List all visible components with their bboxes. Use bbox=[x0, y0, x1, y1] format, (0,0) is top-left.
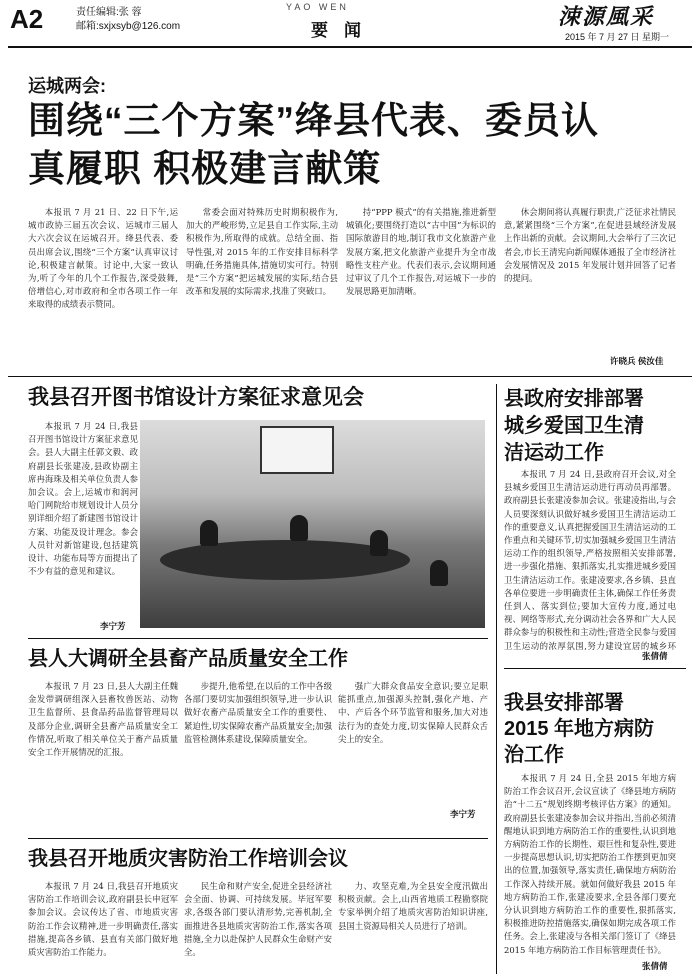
livestock-column-2 bbox=[184, 680, 332, 830]
geo-title: 我县召开地质灾害防治工作培训会议 bbox=[28, 848, 348, 870]
editor-info bbox=[76, 6, 180, 34]
projection-screen bbox=[260, 426, 334, 474]
lead-column-1 bbox=[28, 206, 178, 368]
issue-date: 2015 年 7 月 27 日 星期一 bbox=[565, 32, 670, 42]
lead-headline-line1: 围绕“三个方案”绛县代表、委员认 bbox=[28, 100, 599, 141]
sanitation-body-text: 本报讯 7 月 24 日,县政府召开会议,对全县城乡爱国卫生清洁运动进行再动员再部署。政府副县长张建凌参加会议。张建凌指出,与会人员要深刻认识做好城乡爱国卫生清洁运动工作的重要意义,认真把握爱国卫生清洁运动的工作重点和关键环节,切实加强城乡爱国卫生清洁运动工作的组织领导,严格按照相关安排部署,进一步强化措施、狠抓落实,扎实推进城乡爱国卫生清洁运动工作。张建凌要求,各乡镇、县直各单位要进一步明确责任主体,确保工作任务责任到人、落实到位;要加大宣传力度,通过电视、网络等形式,充分调动社会各界和广大人民群众参与的积极性和主动性;营造全民参与爱国卫生运动的浓厚氛围,努力建设宜居的城乡环 bbox=[504, 469, 676, 651]
livestock-col2-text: 步提升,他希望,在以后的工作中各级各部门要切实加强组织领导,进一步认识做好农畜产品质量安全工作的重要性、紧迫性,切实保障农畜产品质量安全;加强监管检测体系建设,保障质量安全。 bbox=[184, 681, 332, 744]
lead-column-3 bbox=[346, 206, 496, 368]
livestock-column-3 bbox=[338, 680, 488, 800]
lead-col1-text: 本报讯 7 月 21 日、22 日下午,运城市政协三届五次会议、运城市三届人大六次会议在运城召开。绛县代表、委员出席会议,围绕“三个方案”认真审议讨论,积极建言献策。讨论中,大家一致认为,听了今年的几个工作报告,深受鼓舞,倍增信心,对市政府和全市各项工作一年来取得的成绩表示赞同。 bbox=[28, 207, 178, 310]
lead-column-4 bbox=[504, 206, 676, 356]
library-title: 我县召开图书馆设计方案征求意见会 bbox=[28, 386, 364, 409]
disease-byline: 张倩倩 bbox=[642, 961, 668, 971]
geo-col2-text: 民生命和财产安全,促进全县经济社会全面、协调、可持续发展。毕冠军要求,各级各部门要认清形势,完善机制,全面推进各县地质灾害防治工作,落实各项措施,全力以赴保护人民群众生命财产安全。 bbox=[184, 881, 332, 958]
disease-title-line1: 我县安排部署 bbox=[504, 692, 624, 714]
lead-headline-line2: 真履职 积极建言献策 bbox=[28, 148, 382, 189]
livestock-title: 县人大调研全县畜产品质量安全工作 bbox=[28, 648, 348, 670]
disease-title-line3: 治工作 bbox=[504, 744, 564, 766]
geo-col1-text: 本报讯 7 月 24 日,我县召开地质灾害防治工作培训会议,政府副县长申冠军参加会议。会议传达了省、市地质灾害防治工作会议精神,进一步明确责任,落实措施,提高各乡镇、县直有关部门做好地质灾害防治工作能力。 bbox=[28, 881, 178, 958]
geo-column-1 bbox=[28, 880, 178, 974]
geo-col3-text: 力、攻坚克难,为全县安全度汛做出积极贡献。会上,山西省地质工程勘察院专家举例介绍了地质灾害防治知识讲座,县国土资源局相关人员进行了培训。 bbox=[338, 881, 488, 931]
attendee-figure bbox=[200, 520, 218, 546]
livestock-byline: 李宁芳 bbox=[450, 809, 476, 819]
lead-col4-text: 休会期间将认真履行职责,广泛征求社情民意,紧紧围绕“三个方案”,在促进县域经济发展上作出新的贡献。会议期间,大会举行了三次记者会,市长王清宪向新闻媒体通报了全市经济社会发展情况及 2015 年发展计划并回答了记者的提问。 bbox=[504, 207, 676, 284]
lead-column-2 bbox=[186, 206, 338, 368]
sanitation-byline: 张倩倩 bbox=[642, 651, 668, 661]
section-title: 要闻 bbox=[311, 21, 377, 41]
sanitation-title-line1: 县政府安排部署 bbox=[504, 388, 644, 410]
divider-line bbox=[28, 838, 488, 839]
livestock-column-1 bbox=[28, 680, 178, 830]
library-body bbox=[28, 420, 138, 620]
sanitation-title bbox=[504, 386, 684, 467]
lead-col3-text: 持“PPP 模式”的有关措施,推进新型城镇化;要围绕打造以“古中国”为标识的国际旅游目的地,制订我市文化旅游产业发展方案,把文化旅游产业提升为全市战略性支柱产业。代表们表示,会议期间通过审议了几个工作报告,对运城下一步的发展思路更加清晰。 bbox=[346, 207, 496, 297]
divider-line bbox=[28, 638, 488, 639]
header-rule bbox=[8, 46, 692, 48]
column-divider bbox=[496, 384, 497, 974]
library-body-text: 本报讯 7 月 24 日,我县召开图书馆设计方案征求意见会。县人大副主任郭文毅、政府副县长张建凌,县政协副主席冉海珠及相关单位负责人参加会议。会上,运城市和润河哈门网院给市规划设计人员分别详细介绍了新建图书馆设计方案、功能及设计理念。参会人员针对新馆建设,包括建筑设计、功能布局等方面提出了不少有益的意见和建议。 bbox=[28, 421, 138, 577]
section-divider bbox=[8, 376, 692, 377]
lead-kicker: 运城两会: bbox=[28, 76, 106, 96]
divider-line bbox=[504, 668, 686, 669]
geo-column-2 bbox=[184, 880, 332, 974]
attendee-figure bbox=[430, 560, 448, 586]
section-en: YAO WEN bbox=[286, 2, 349, 12]
disease-title bbox=[504, 690, 684, 768]
disease-body bbox=[504, 772, 676, 958]
lead-byline: 许晓兵 侯汝佳 bbox=[610, 356, 664, 366]
sanitation-title-line2: 城乡爱国卫生清 bbox=[504, 415, 644, 437]
attendee-figure bbox=[370, 530, 388, 556]
editor-label: 责任编辑:张 蓉 bbox=[76, 7, 142, 18]
library-byline: 李宁芳 bbox=[100, 621, 126, 631]
livestock-col1-text: 本报讯 7 月 23 日,县人大副主任魏金发带调研组深入县畜牧兽医站、动物卫生监督所、县食品药品监督管理局以及部分企业,调研全县畜产品质量安全工作情况,听取了相关单位关于畜产品质量安全工作开展情况的汇报。 bbox=[28, 681, 178, 758]
page-number: A2 bbox=[10, 4, 44, 34]
disease-title-line2: 2015 年地方病防 bbox=[504, 718, 655, 740]
sanitation-body bbox=[504, 468, 676, 652]
sanitation-title-line3: 洁运动工作 bbox=[504, 442, 604, 464]
newspaper-brand: 涑源風采 bbox=[558, 4, 655, 30]
meeting-photo bbox=[140, 420, 485, 628]
disease-body-text: 本报讯 7 月 24 日,全县 2015 年地方病防治工作会议召开,会议宣读了《绛县地方病防治“十二五”规划终期考核评估方案》的通知。政府副县长张建凌参加会议并指出,当前必须清醒地认识到地方病防治工作的重要性,认识到地方病防治工作的长期性、艰巨性和复杂性,要进一步提高思想认识,切实把防治工作摆到更加突出的位置,加强领导,落实责任,确保地方病防治工作深入持续开展。就如何做好我县 2015 年地方病防治工作,张建凌要求,全县各部门要充分认识到地方病防治工作的重要性,狠抓落实,积极推进防控措施落实,确保如期完成各项工作任务。会上,张建凌与各相关部门签订了《绛县 2015 年地方病防治工作目标管理责任书》。 bbox=[504, 773, 676, 955]
email-label: 邮箱:sxjxsyb@126.com bbox=[76, 21, 181, 32]
attendee-figure bbox=[290, 515, 308, 541]
livestock-col3-text: 强广大群众食品安全意识;要立足职能抓重点,加强源头控制,强化产地、产中、产后各个环节监管和服务,加大对违法行为的查处力度,切实保障人民群众舌尖上的安全。 bbox=[338, 681, 488, 744]
geo-column-3 bbox=[338, 880, 488, 974]
lead-col2-text: 常委会面对特殊历史时期积极作为,加大的严峻形势,立足县自工作实际,主动积极作为,所取得的成就。总结全面、指导性强,对 2015 年的工作安排目标科学明确,任务措施具体,措施切实可行。特别是“三个方案”把运城发展的实际,结合县改革和发展的实际需求,找准了突破口。 bbox=[186, 207, 338, 297]
